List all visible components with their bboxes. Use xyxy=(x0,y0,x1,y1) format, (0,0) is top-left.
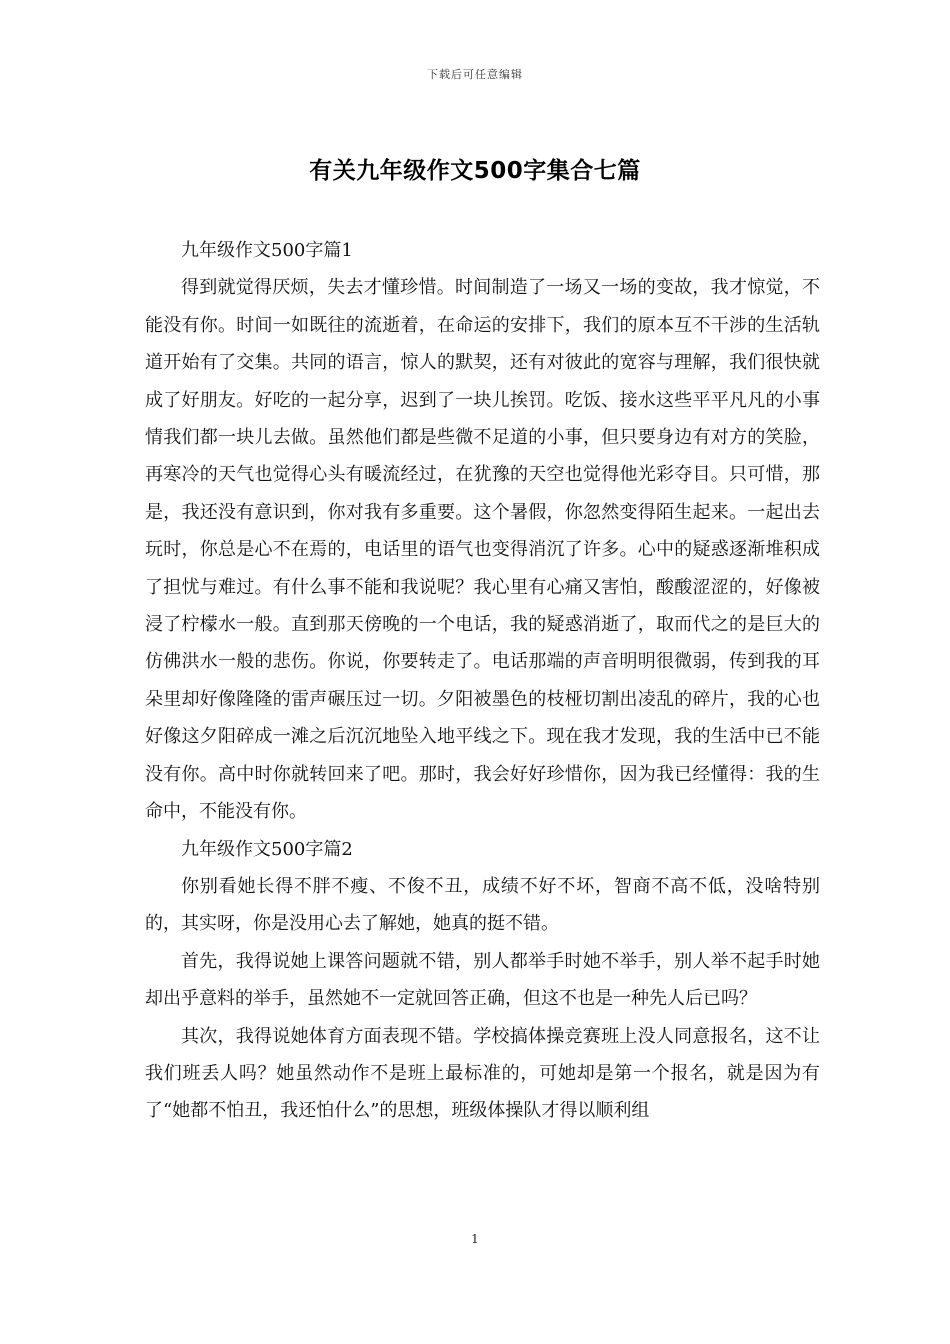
page-number: 1 xyxy=(471,1232,479,1246)
document-body xyxy=(145,232,820,1130)
section-heading: 九年级作文500字篇1 xyxy=(181,240,353,261)
header-note: 下载后可任意编辑 xyxy=(427,68,523,81)
body-paragraph: 其次，我得说她体育方面表现不错。学校搞体操竞赛班上没人同意报名，这不让我们班丢人吗？她虽然动作不是班上最标准的，可她却是第一个报名，就是因为有了“她都不怕丑，我还怕什么”的思想，班级体操队才得以顺利组 xyxy=(145,1025,820,1122)
document-title: 有关九年级作文500字集合七篇 xyxy=(309,158,641,184)
body-paragraph: 得到就觉得厌烦，失去才懂珍惜。时间制造了一场又一场的变故，我才惊觉，不能没有你。时间一如既往的流逝着，在命运的安排下，我们的原本互不干涉的生活轨道开始有了交集。共同的语言，惊人的默契，还有对彼此的宽容与理解，我们很快就成了好朋友。好吃的一起分享，迟到了一块儿挨罚。吃饭、接水这些平平凡凡的小事情我们都一块儿去做。虽然他们都是些微不足道的小事，但只要身边有对方的笑脸，再寒冷的天气也觉得心头有暖流经过，在犹豫的天空也觉得他光彩夺目。只可惜，那是，我还没有意识到，你对我有多重要。这个暑假，你忽然变得陌生起来。一起出去玩时，你总是心不在焉的，电话里的语气也变得消沉了许多。心中的疑惑逐渐堆积成了担忧与难过。有什么事不能和我说呢？我心里有心痛又害怕，酸酸涩涩的，好像被浸了柠檬水一般。直到那天傍晚的一个电话，我的疑惑消逝了，取而代之的是巨大的仿佛洪水一般的悲伤。你说，你要转走了。电话那端的声音明明很微弱，传到我的耳朵里却好像隆隆的雷声碾压过一切。夕阳被墨色的枝桠切割出凌乱的碎片，我的心也好像这夕阳碎成一滩之后沉沉地坠入地平线之下。现在我才发现，我的生活中已不能没有你。高中时你就转回来了吧。那时，我会好好珍惜你，因为我已经懂得：我的生命中，不能没有你。 xyxy=(145,277,820,823)
section-heading: 九年级作文500字篇2 xyxy=(181,838,353,860)
body-paragraph: 你别看她长得不胖不瘦、不俊不丑，成绩不好不坏，智商不高不低，没啥特别的，其实呀，你是没用心去了解她，她真的挺不错。 xyxy=(145,875,820,935)
body-paragraph: 首先，我得说她上课答问题就不错，别人都举手时她不举手，别人举不起手时她却出乎意料的举手，虽然她不一定就回答正确，但这不也是一种先人后已吗？ xyxy=(145,950,820,1010)
